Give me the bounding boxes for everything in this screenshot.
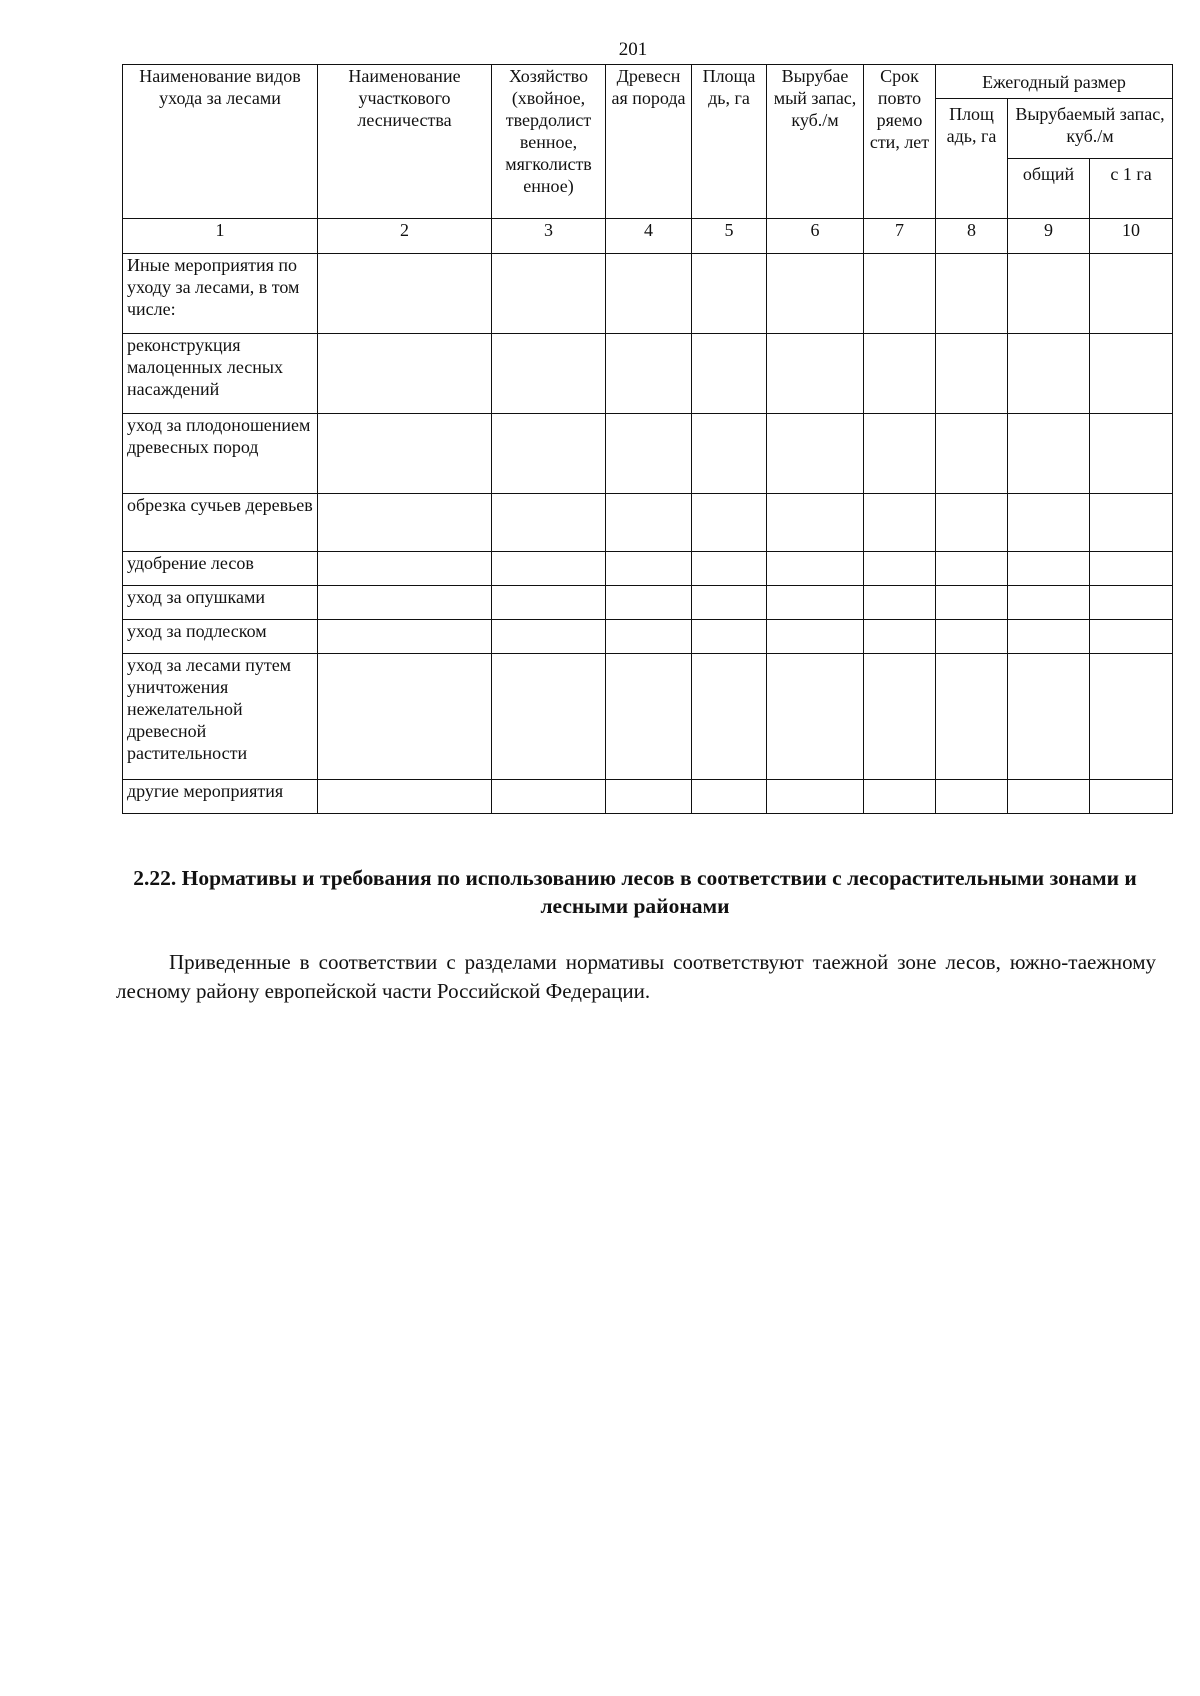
- table-row: [123, 620, 1173, 654]
- header-per-hectare: с 1 га: [1090, 159, 1173, 219]
- header-total: общий: [1008, 159, 1090, 219]
- column-number: 1: [123, 219, 318, 254]
- row-label: уход за лесами путем уничтожения нежелательной древесной растительности: [123, 654, 318, 780]
- table-row: [123, 780, 1173, 814]
- header-repeat-period: Срок повто ряемо сти, лет: [864, 65, 936, 219]
- row-label: удобрение лесов: [123, 552, 318, 586]
- header-annual-area: Площ адь, га: [936, 99, 1008, 219]
- header-economy-type: Хозяйство (хвойное, твердолист венное, мягколиств енное): [492, 65, 606, 219]
- table-row: [123, 552, 1173, 586]
- column-number: 10: [1090, 219, 1173, 254]
- row-label: уход за опушками: [123, 586, 318, 620]
- row-label: Иные мероприятия по уходу за лесами, в том числе:: [123, 254, 318, 334]
- column-number: 5: [692, 219, 767, 254]
- table-row: [123, 254, 1173, 334]
- header-annual-cut-volume: Вырубаемый запас, куб./м: [1008, 99, 1173, 159]
- column-number: 2: [318, 219, 492, 254]
- header-care-type: Наименование видов ухода за лесами: [123, 65, 318, 219]
- row-label: реконструкция малоценных лесных насаждений: [123, 334, 318, 414]
- column-number-row: [123, 219, 1173, 254]
- page-number: 201: [618, 39, 648, 60]
- header-cut-volume: Вырубае мый запас, куб./м: [767, 65, 864, 219]
- forest-care-table: [122, 64, 1173, 814]
- row-label: уход за подлеском: [123, 620, 318, 654]
- header-area: Площа дь, га: [692, 65, 767, 219]
- column-number: 8: [936, 219, 1008, 254]
- row-label: обрезка сучьев деревьев: [123, 494, 318, 552]
- header-annual-size: Ежегодный размер: [936, 65, 1173, 99]
- column-number: 7: [864, 219, 936, 254]
- column-number: 3: [492, 219, 606, 254]
- table-row: [123, 414, 1173, 494]
- table-row: [123, 654, 1173, 780]
- section-paragraph: Приведенные в соответствии с разделами нормативы соответствуют таежной зоне лесов, южно-таежному лесному району европейской части Российской Федерации.: [116, 950, 1156, 1003]
- header-forestry-district: Наименование участкового лесничества: [318, 65, 492, 219]
- column-number: 6: [767, 219, 864, 254]
- table-row: [123, 334, 1173, 414]
- row-label: другие мероприятия: [123, 780, 318, 814]
- header-tree-species: Древесн ая порода: [606, 65, 692, 219]
- column-number: 9: [1008, 219, 1090, 254]
- table-row: [123, 586, 1173, 620]
- section-heading: 2.22. Нормативы и требования по использованию лесов в соответствии с лесорастительными зонами и лесными районами: [133, 866, 1137, 918]
- row-label: уход за плодоношением древесных пород: [123, 414, 318, 494]
- table-row: [123, 494, 1173, 552]
- column-number: 4: [606, 219, 692, 254]
